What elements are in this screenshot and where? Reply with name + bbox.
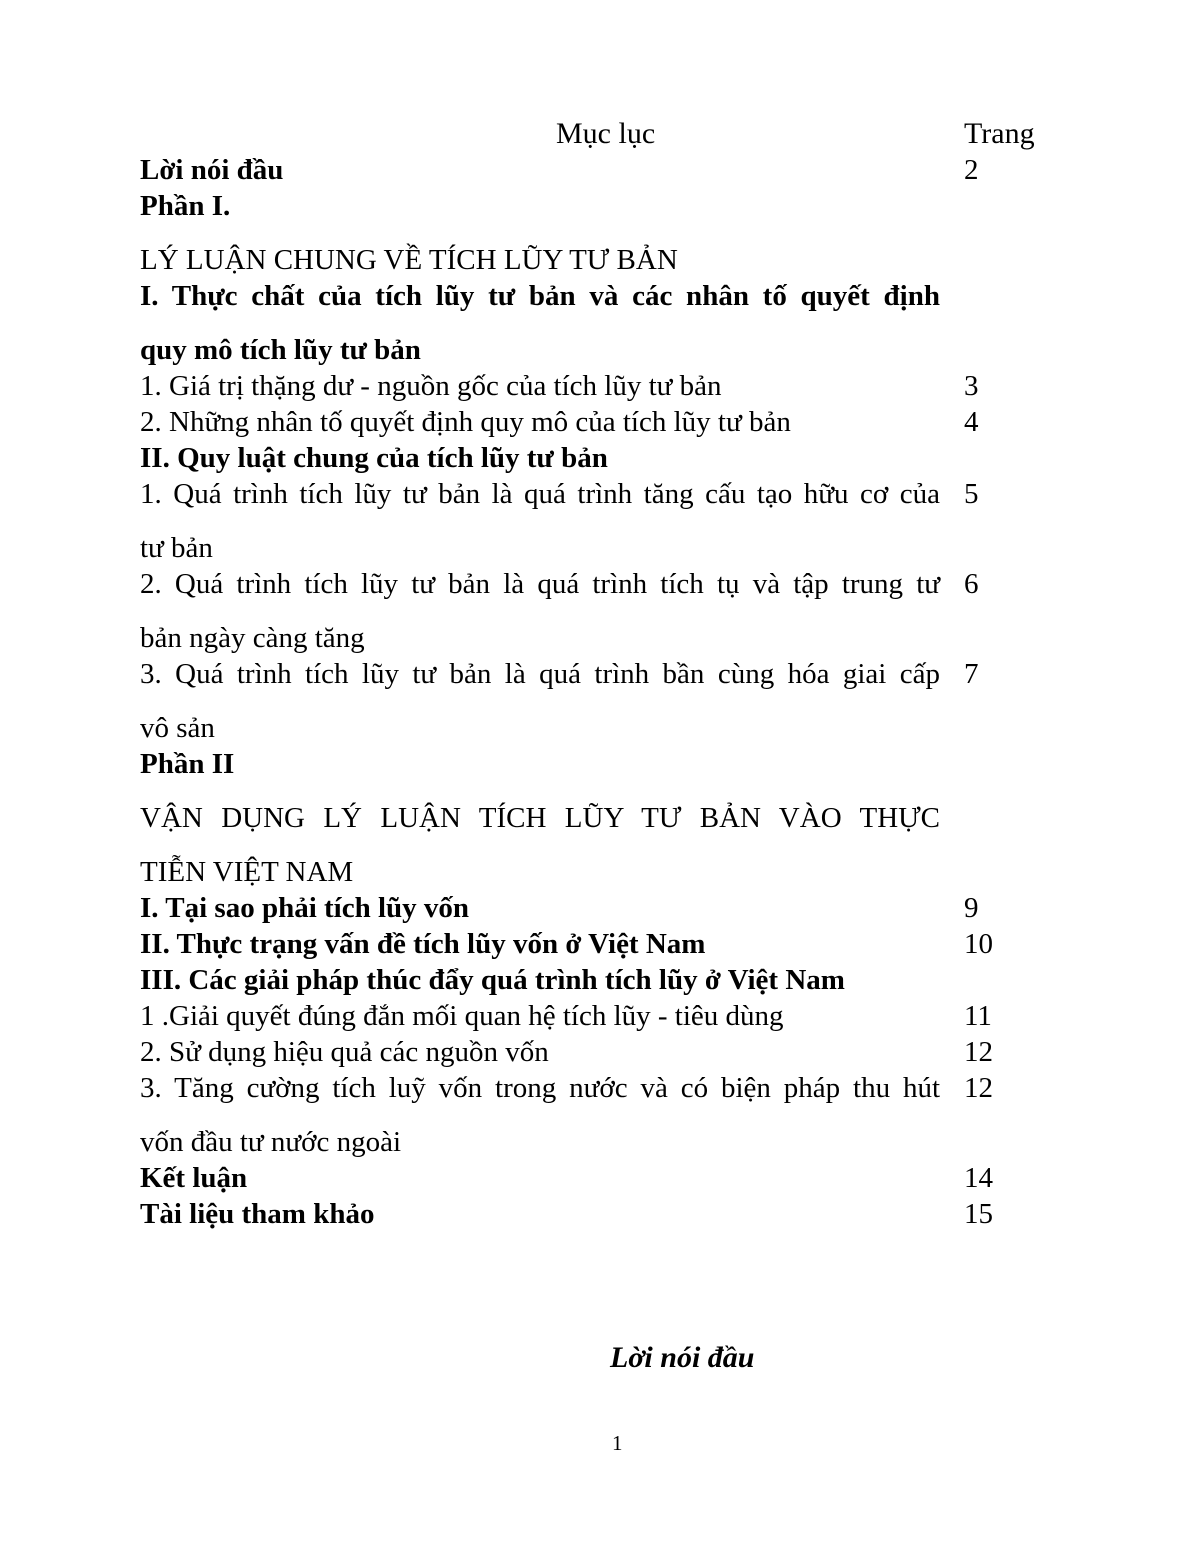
- toc-entry-part-1-title: LÝ LUẬN CHUNG VỀ TÍCH LŨY TƯ BẢN: [140, 244, 678, 276]
- toc-page-1-1: 3: [964, 370, 979, 402]
- toc-page-3-1: 11: [964, 1000, 992, 1032]
- toc-page-p2-section-2: 10: [964, 928, 993, 960]
- toc-page-3-3: 12: [964, 1072, 993, 1104]
- toc-entry-part-1: Phần I.: [140, 190, 231, 222]
- toc-entry-3-3-line1: 3. Tăng cường tích luỹ vốn trong nước và có biện pháp thu hút: [140, 1072, 940, 1104]
- toc-entry-2-3-line1: 3. Quá trình tích lũy tư bản là quá trình bần cùng hóa giai cấp: [140, 658, 940, 690]
- toc-page-2-1: 5: [964, 478, 979, 510]
- toc-entry-3-2: 2. Sử dụng hiệu quả các nguồn vốn: [140, 1036, 549, 1068]
- toc-entry-references: Tài liệu tham khảo: [140, 1198, 375, 1230]
- toc-page-conclusion: 14: [964, 1162, 993, 1194]
- toc-entry-part-2: Phần II: [140, 748, 235, 780]
- toc-page-2-2: 6: [964, 568, 979, 600]
- toc-entry-section-1-line2: quy mô tích lũy tư bản: [140, 334, 421, 366]
- toc-entry-preface: Lời nói đầu: [140, 154, 284, 186]
- toc-page-column-header: Trang: [964, 117, 1035, 150]
- toc-entry-part-2-title-line1: VẬN DỤNG LÝ LUẬN TÍCH LŨY TƯ BẢN VÀO THỰC: [140, 802, 940, 834]
- toc-entry-3-1: 1 .Giải quyết đúng đắn mối quan hệ tích lũy - tiêu dùng: [140, 1000, 784, 1032]
- toc-entry-2-1-line1: 1. Quá trình tích lũy tư bản là quá trình tăng cấu tạo hữu cơ của: [140, 478, 940, 510]
- toc-entry-2-3-line2: vô sản: [140, 712, 215, 744]
- toc-page-p2-section-1: 9: [964, 892, 979, 924]
- toc-entry-conclusion: Kết luận: [140, 1162, 248, 1194]
- toc-entry-1-2: 2. Những nhân tố quyết định quy mô của tích lũy tư bản: [140, 406, 791, 438]
- toc-page-3-2: 12: [964, 1036, 993, 1068]
- toc-entry-p2-section-1: I. Tại sao phải tích lũy vốn: [140, 892, 470, 924]
- toc-entry-3-3-line2: vốn đầu tư nước ngoài: [140, 1126, 401, 1158]
- toc-page-2-3: 7: [964, 658, 979, 690]
- toc-page-1-2: 4: [964, 406, 979, 438]
- toc-entry-p2-section-2: II. Thực trạng vấn đề tích lũy vốn ở Việt Nam: [140, 928, 706, 960]
- toc-title: Mục lục: [556, 117, 656, 150]
- toc-entry-section-1-line1: I. Thực chất của tích lũy tư bản và các nhân tố quyết định: [140, 280, 940, 312]
- toc-entry-2-1-line2: tư bản: [140, 532, 213, 564]
- toc-entry-p2-section-3: III. Các giải pháp thúc đẩy quá trình tích lũy ở Việt Nam: [140, 964, 845, 996]
- toc-page-references: 15: [964, 1198, 993, 1230]
- toc-entry-section-2: II. Quy luật chung của tích lũy tư bản: [140, 442, 608, 474]
- toc-page-preface: 2: [964, 154, 979, 186]
- toc-entry-part-2-title-line2: TIỄN VIỆT NAM: [140, 856, 354, 888]
- toc-entry-2-2-line1: 2. Quá trình tích lũy tư bản là quá trình tích tụ và tập trung tư: [140, 568, 940, 600]
- preface-heading: Lời nói đầu: [610, 1341, 755, 1374]
- toc-entry-1-1: 1. Giá trị thặng dư - nguồn gốc của tích lũy tư bản: [140, 370, 722, 402]
- toc-entry-2-2-line2: bản ngày càng tăng: [140, 622, 365, 654]
- page-number: 1: [612, 1431, 623, 1455]
